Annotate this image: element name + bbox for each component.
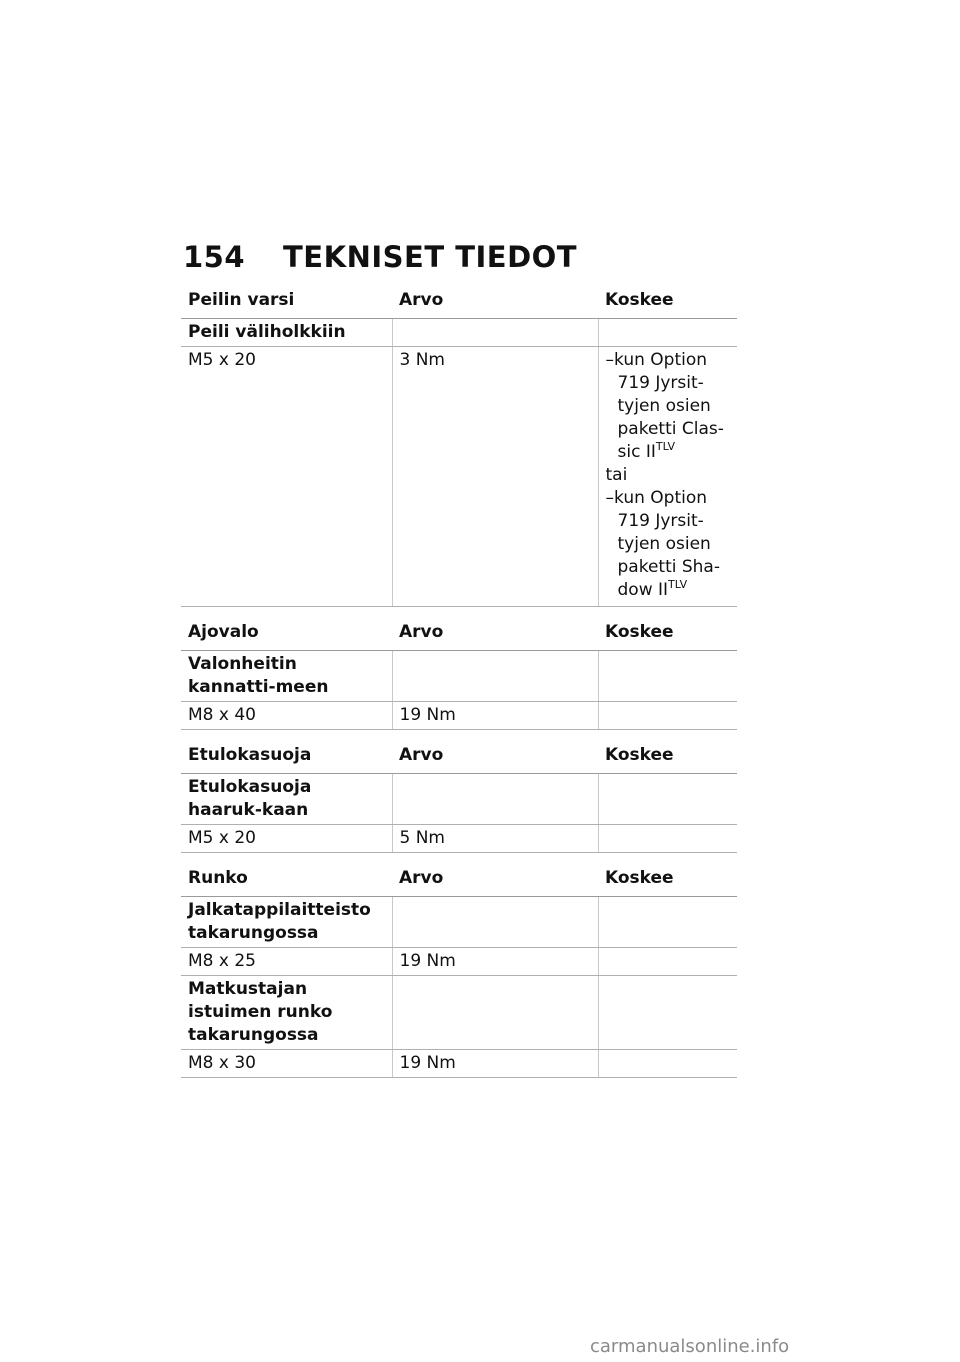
note-line: 719 Jyrsit- bbox=[617, 373, 704, 393]
part-cell: M8 x 30 bbox=[181, 1050, 392, 1078]
table-header-row bbox=[181, 741, 737, 774]
value-cell bbox=[392, 319, 598, 347]
value-cell: 19 Nm bbox=[392, 1050, 598, 1078]
note-cell bbox=[598, 976, 737, 1050]
table-row bbox=[181, 948, 737, 976]
table-row bbox=[181, 774, 737, 825]
column-header-part: Etulokasuoja bbox=[181, 741, 392, 774]
note-line bbox=[606, 579, 731, 602]
value-cell: 19 Nm bbox=[392, 702, 598, 730]
spec-table-headlight bbox=[181, 618, 737, 730]
table-row bbox=[181, 651, 737, 702]
note-line: –kun Option bbox=[605, 350, 708, 370]
page-title: TEKNISET TIEDOT bbox=[283, 240, 578, 274]
value-cell: 19 Nm bbox=[392, 948, 598, 976]
value-cell bbox=[392, 897, 598, 948]
page-number: 154 bbox=[183, 240, 246, 274]
table-header-row bbox=[181, 864, 737, 897]
value-cell bbox=[392, 976, 598, 1050]
table-header-row bbox=[181, 618, 737, 651]
column-header-applies: Koskee bbox=[598, 741, 737, 774]
note-cell bbox=[598, 347, 737, 607]
table-row bbox=[181, 319, 737, 347]
note-line: tyjen osien bbox=[617, 534, 711, 554]
part-cell: M8 x 25 bbox=[181, 948, 392, 976]
note-line: –kun Option bbox=[605, 488, 708, 508]
note-line: tyjen osien bbox=[617, 396, 711, 416]
value-cell bbox=[392, 774, 598, 825]
part-cell: Valonheitin kannatti-meen bbox=[181, 651, 392, 702]
part-cell: M5 x 20 bbox=[181, 825, 392, 853]
note-cell bbox=[598, 897, 737, 948]
note-line: paketti Sha- bbox=[617, 557, 720, 577]
note-cell bbox=[598, 774, 737, 825]
table-header-row bbox=[181, 286, 737, 319]
spec-table-front-fender bbox=[181, 741, 737, 853]
note-line: paketti Clas- bbox=[617, 419, 724, 439]
part-cell: M5 x 20 bbox=[181, 347, 392, 607]
column-header-part: Ajovalo bbox=[181, 618, 392, 651]
note-cell bbox=[598, 825, 737, 853]
table-row bbox=[181, 702, 737, 730]
column-header-value: Arvo bbox=[392, 741, 598, 774]
value-cell: 3 Nm bbox=[392, 347, 598, 607]
part-cell: Jalkatappilaitteisto takarungossa bbox=[181, 897, 392, 948]
column-header-applies: Koskee bbox=[598, 618, 737, 651]
watermark: carmanualsonline.info bbox=[590, 1336, 790, 1357]
table-row bbox=[181, 825, 737, 853]
value-cell: 5 Nm bbox=[392, 825, 598, 853]
spec-table-frame bbox=[181, 864, 737, 1078]
note-line: 719 Jyrsit- bbox=[617, 511, 704, 531]
part-cell: M8 x 40 bbox=[181, 702, 392, 730]
spec-content bbox=[181, 286, 737, 1078]
tlv-superscript: TLV bbox=[668, 578, 688, 591]
note-cell bbox=[598, 948, 737, 976]
note-line bbox=[606, 441, 731, 464]
table-row bbox=[181, 976, 737, 1050]
value-cell bbox=[392, 651, 598, 702]
table-row bbox=[181, 897, 737, 948]
note-cell bbox=[598, 319, 737, 347]
table-row bbox=[181, 1050, 737, 1078]
column-header-applies: Koskee bbox=[598, 286, 737, 319]
column-header-value: Arvo bbox=[392, 286, 598, 319]
part-cell: Peili väliholkkiin bbox=[181, 319, 392, 347]
column-header-part: Peilin varsi bbox=[181, 286, 392, 319]
column-header-applies: Koskee bbox=[598, 864, 737, 897]
spec-table-mirror-arm bbox=[181, 286, 737, 607]
column-header-value: Arvo bbox=[392, 864, 598, 897]
page-header bbox=[183, 240, 577, 274]
column-header-value: Arvo bbox=[392, 618, 598, 651]
note-cell bbox=[598, 702, 737, 730]
column-header-part: Runko bbox=[181, 864, 392, 897]
note-text: sic II bbox=[617, 442, 656, 462]
note-text: dow II bbox=[617, 580, 669, 600]
tlv-superscript: TLV bbox=[655, 440, 676, 453]
note-cell bbox=[598, 1050, 737, 1078]
table-row bbox=[181, 347, 737, 607]
part-cell: Matkustajan istuimen runko takarungossa bbox=[181, 976, 392, 1050]
part-cell: Etulokasuoja haaruk-kaan bbox=[181, 774, 392, 825]
note-cell bbox=[598, 651, 737, 702]
note-line: tai bbox=[605, 465, 628, 485]
